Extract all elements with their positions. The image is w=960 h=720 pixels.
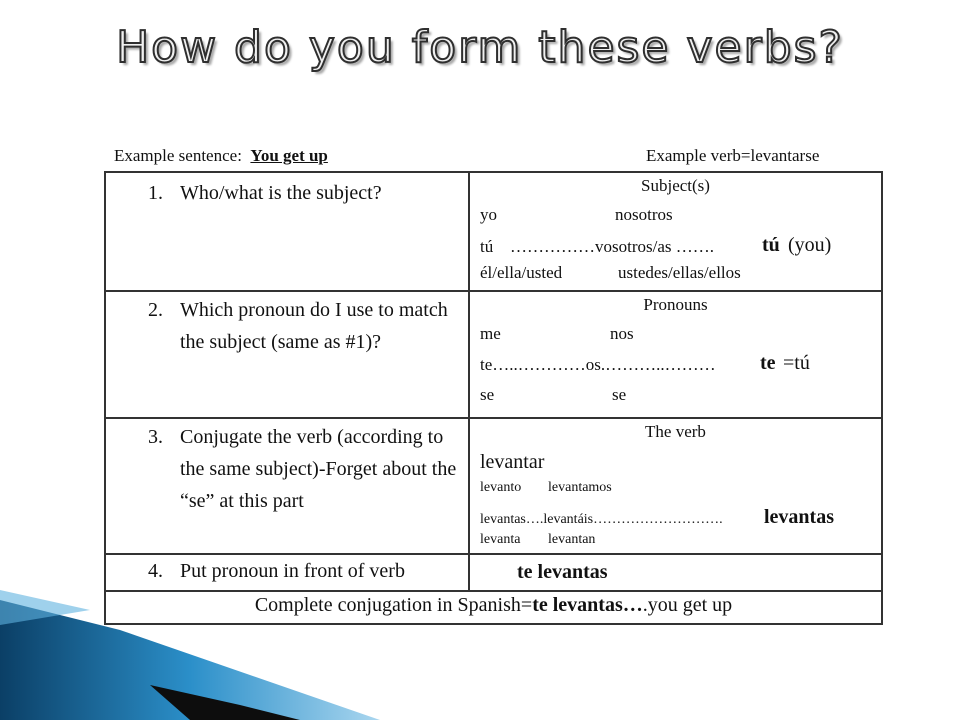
example-verb: Example verb=levantarse: [646, 146, 820, 165]
slide-title: How do you form these verbs?: [116, 22, 844, 73]
detail-cell: [470, 173, 881, 290]
cell-line: (you): [788, 234, 832, 256]
cell-line: te…..…………os.………..………: [480, 355, 716, 374]
step-cell: [106, 292, 470, 417]
table-row: [106, 419, 881, 555]
detail-cell: [470, 292, 881, 417]
step-text: Which pronoun do I use to match the subject (same as #1)?: [180, 299, 448, 353]
cell-line: nosotros: [615, 205, 673, 224]
step-text: Who/what is the subject?: [180, 182, 382, 204]
table-row: [106, 555, 881, 592]
verb-table: [104, 171, 883, 625]
table-row: [106, 173, 881, 292]
cell-heading: Pronouns: [643, 295, 708, 314]
step-text: Conjugate the verb (according to the same subject)-Forget about the “se” at this part: [180, 426, 457, 512]
step-text: Put pronoun in front of verb: [180, 560, 405, 582]
cell-answer: te: [760, 352, 776, 374]
cell-line: levantamos: [548, 480, 612, 495]
step-cell: [106, 173, 470, 290]
cell-answer: levantas: [764, 506, 834, 528]
step-cell: [106, 555, 470, 590]
cell-line: ……………vosotros/as …….: [510, 237, 714, 256]
cell-line: él/ella/usted: [480, 263, 563, 282]
cell-answer: tú: [762, 234, 780, 256]
footer-suffix: .you get up: [642, 594, 733, 616]
step-cell: [106, 419, 470, 553]
footer-bold: te levantas…: [532, 594, 643, 616]
cell-heading: The verb: [645, 422, 706, 441]
step-number: 3.: [148, 426, 163, 448]
step-number: 1.: [148, 182, 163, 204]
example-sentence-value: You get up: [250, 146, 328, 165]
example-sentence-label: Example sentence:: [114, 146, 242, 165]
cell-line: levantar: [480, 451, 545, 473]
cell-line: levantas….levantáis……………………….: [480, 512, 723, 527]
detail-cell: [470, 555, 881, 590]
cell-line: se: [612, 385, 627, 404]
cell-line: tú: [480, 237, 494, 256]
step-number: 2.: [148, 299, 163, 321]
cell-line: yo: [480, 205, 497, 224]
cell-line: =tú: [783, 352, 810, 374]
step-number: 4.: [148, 560, 163, 582]
cell-line: levanto: [480, 480, 522, 495]
example-sentence: [114, 146, 328, 166]
cell-line: me: [480, 324, 501, 343]
step-4-answer: te levantas: [517, 561, 608, 583]
cell-line: levantan: [548, 532, 596, 547]
footer-prefix: Complete conjugation in Spanish=: [254, 594, 533, 616]
detail-cell: [470, 419, 881, 553]
cell-line: levanta: [480, 532, 521, 547]
cell-heading: Subject(s): [641, 176, 710, 195]
table-row: [106, 292, 881, 419]
corner-decoration: [0, 590, 380, 720]
cell-line: se: [480, 385, 495, 404]
cell-line: nos: [610, 324, 634, 343]
cell-line: ustedes/ellas/ellos: [618, 263, 741, 282]
